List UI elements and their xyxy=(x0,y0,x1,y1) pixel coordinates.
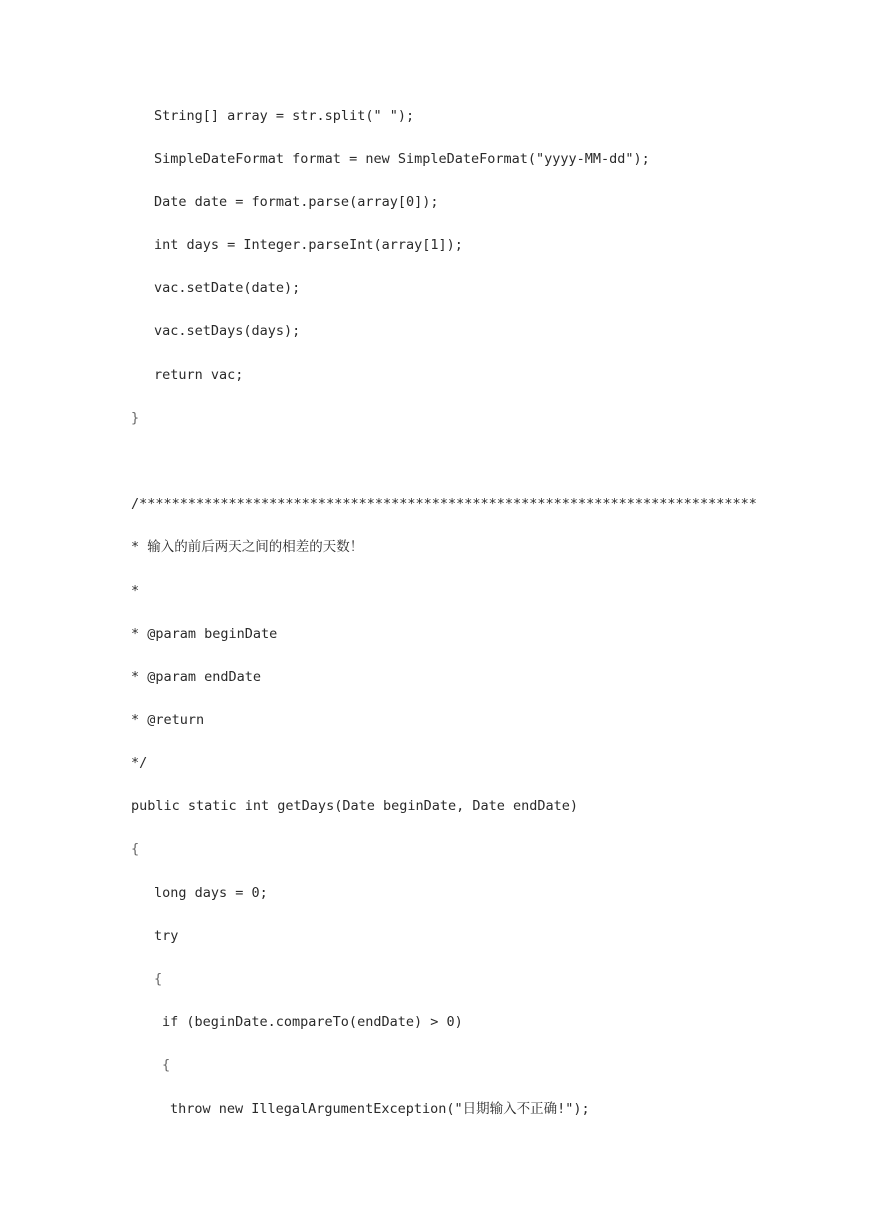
code-line-set-days: vac.setDays(days); xyxy=(154,323,301,339)
comment-return: * @return xyxy=(131,712,205,728)
code-line-days-init: long days = 0; xyxy=(154,885,268,901)
method-open-brace: { xyxy=(131,841,140,857)
comment-end: */ xyxy=(131,755,148,771)
comment-param-end: * @param endDate xyxy=(131,669,262,685)
if-open-brace: { xyxy=(162,1057,171,1073)
code-line-split: String[] array = str.split(" "); xyxy=(154,108,415,124)
code-line-if: if (beginDate.compareTo(endDate) > 0) xyxy=(162,1014,463,1030)
try-open-brace: { xyxy=(154,971,163,987)
method-signature: public static int getDays(Date beginDate, Date endDate) xyxy=(131,798,579,814)
comment-blank: * xyxy=(131,583,140,599)
code-line-parse-date: Date date = format.parse(array[0]); xyxy=(154,194,439,210)
code-line-try: try xyxy=(154,928,179,944)
comment-param-begin: * @param beginDate xyxy=(131,626,278,642)
code-line-close-brace: } xyxy=(131,410,140,426)
code-line-set-date: vac.setDate(date); xyxy=(154,280,301,296)
code-line-date-format: SimpleDateFormat format = new SimpleDateFormat("yyyy-MM-dd"); xyxy=(154,151,650,167)
code-line-parse-days: int days = Integer.parseInt(array[1]); xyxy=(154,237,463,253)
code-line-return: return vac; xyxy=(154,367,244,383)
comment-description: * 输入的前后两天之间的相差的天数！ xyxy=(131,539,364,555)
comment-banner: /**************************************************************************** xyxy=(131,496,757,512)
code-line-throw: throw new IllegalArgumentException("日期输入不正确!"); xyxy=(170,1101,590,1117)
